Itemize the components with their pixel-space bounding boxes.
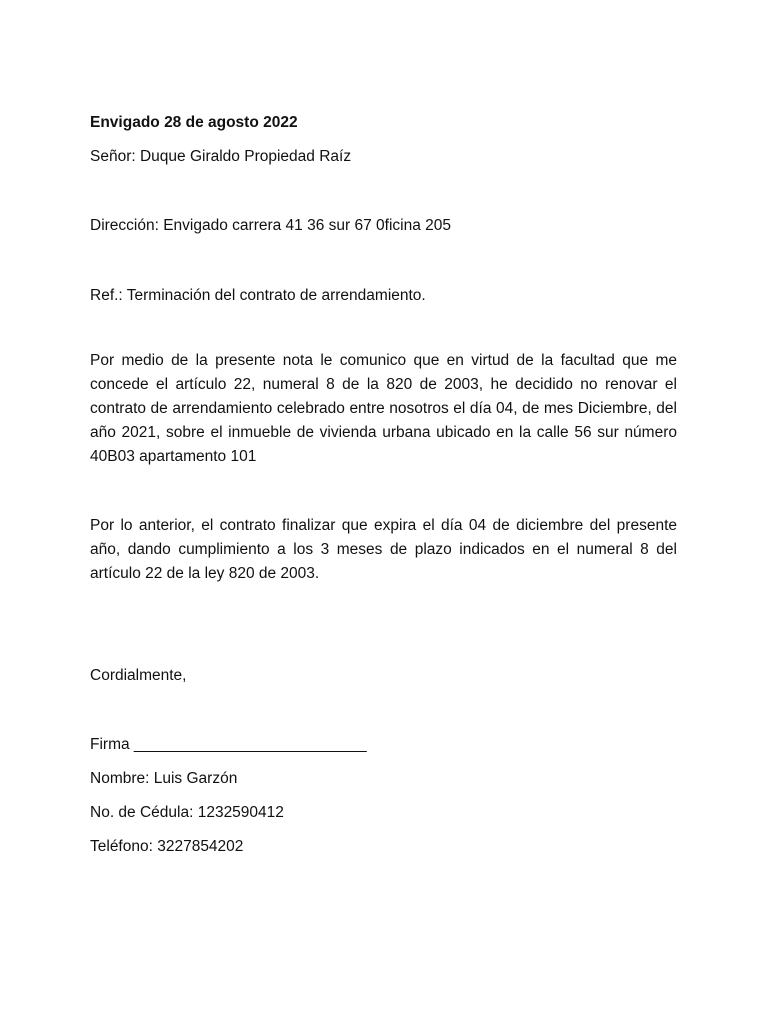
signature-line: Firma ___________________________: [90, 736, 367, 753]
id-number-line: No. de Cédula: 1232590412: [90, 804, 284, 821]
reference-line: Ref.: Terminación del contrato de arrendamiento.: [90, 287, 426, 304]
closing-line: Cordialmente,: [90, 667, 187, 684]
recipient-line: Señor: Duque Giraldo Propiedad Raíz: [90, 148, 352, 165]
address-line: Dirección: Envigado carrera 41 36 sur 67 0ficina 205: [90, 217, 452, 234]
phone-line: Teléfono: 3227854202: [90, 838, 244, 855]
body-paragraph-1-text: Por medio de la presente nota le comunico que en virtud de la facultad que me concede el artículo 22, numeral 8 de la 820 de 2003, he decidido no renovar el contrato de arrendamiento celebrado entre nosotros el día 04, de mes Diciembre, del año 2021, sobre el inmueble de vivienda urbana ubicado en la calle 56 sur número 40B03 apartamento 101: [90, 352, 677, 465]
body-paragraph-1: [90, 349, 677, 469]
name-line: Nombre: Luis Garzón: [90, 770, 238, 787]
letter-date: Envigado 28 de agosto 2022: [90, 114, 298, 131]
body-paragraph-2-text: Por lo anterior, el contrato finalizar que expira el día 04 de diciembre del presente año, dando cumplimiento a los 3 meses de plazo indicados en el numeral 8 del artículo 22 de la ley 820 de 2003.: [90, 517, 677, 582]
body-paragraph-2: [90, 514, 677, 586]
